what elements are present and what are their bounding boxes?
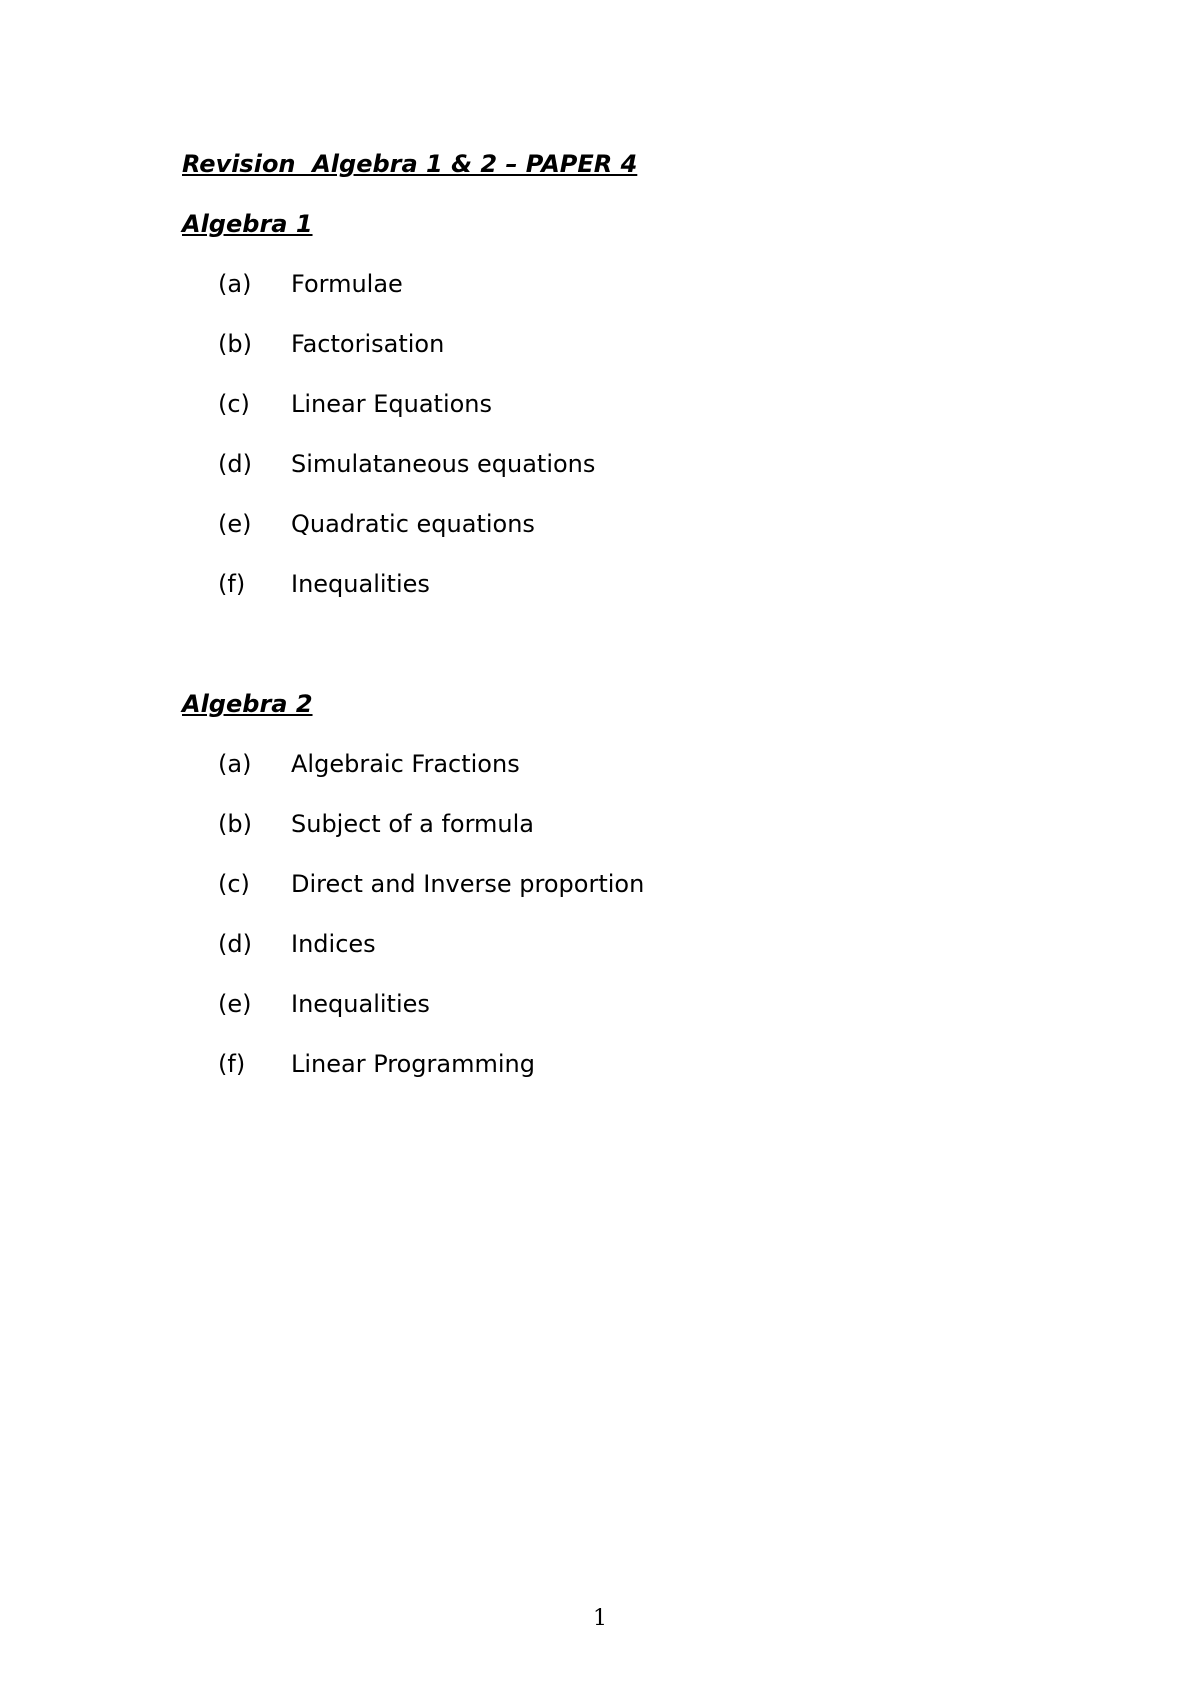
list-item: [0, 570, 1200, 630]
item-text: Direct and Inverse proportion: [291, 870, 645, 898]
list-item: [0, 1050, 1200, 1110]
list-item: [0, 390, 1200, 450]
item-text: Simulataneous equations: [291, 450, 596, 478]
topic-list-algebra-2: [0, 750, 1200, 1110]
item-marker: (e): [218, 510, 252, 538]
list-item: [0, 810, 1200, 870]
item-marker: (a): [218, 750, 252, 778]
item-text: Subject of a formula: [291, 810, 534, 838]
item-marker: (b): [218, 330, 252, 358]
list-item: [0, 330, 1200, 390]
item-text: Inequalities: [291, 990, 430, 1018]
list-item: [0, 870, 1200, 930]
item-text: Linear Programming: [291, 1050, 535, 1078]
list-item: [0, 750, 1200, 810]
page-number: 1: [593, 1606, 607, 1631]
item-text: Indices: [291, 930, 376, 958]
list-item: [0, 510, 1200, 570]
list-item: [0, 450, 1200, 510]
document-title: Revision Algebra 1 & 2 – PAPER 4: [182, 150, 638, 178]
item-marker: (f): [218, 1050, 246, 1078]
section-heading-algebra-2: Algebra 2: [182, 690, 313, 718]
list-item: [0, 270, 1200, 330]
section-heading-algebra-1: Algebra 1: [182, 210, 313, 238]
list-item: [0, 990, 1200, 1050]
item-text: Quadratic equations: [291, 510, 535, 538]
list-item: [0, 930, 1200, 990]
item-marker: (c): [218, 870, 250, 898]
item-marker: (e): [218, 990, 252, 1018]
item-text: Factorisation: [291, 330, 445, 358]
item-marker: (a): [218, 270, 252, 298]
item-marker: (f): [218, 570, 246, 598]
item-marker: (d): [218, 450, 252, 478]
item-text: Algebraic Fractions: [291, 750, 520, 778]
item-text: Linear Equations: [291, 390, 493, 418]
item-marker: (d): [218, 930, 252, 958]
topic-list-algebra-1: [0, 270, 1200, 630]
item-marker: (c): [218, 390, 250, 418]
item-marker: (b): [218, 810, 252, 838]
item-text: Inequalities: [291, 570, 430, 598]
item-text: Formulae: [291, 270, 403, 298]
